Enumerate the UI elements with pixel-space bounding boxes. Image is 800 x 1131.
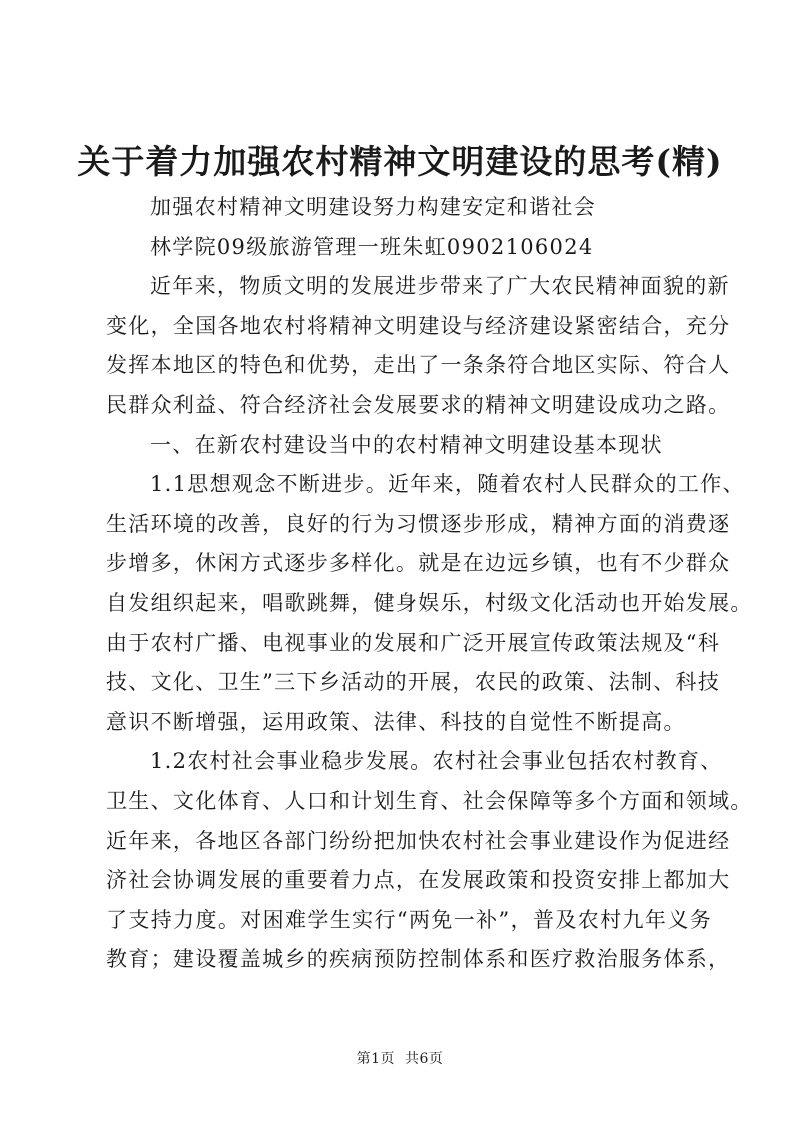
paragraph-line: 1.1思想观念不断进步。近年来，随着农村人民群众的工作、 (150, 472, 745, 497)
paragraph-line: 步增多，休闲方式逐步多样化。就是在边远乡镇，也有不少群众 (106, 551, 731, 576)
paragraph-line: 意识不断增强，运用政策、法律、科技的自觉性不断提高。 (106, 709, 686, 734)
document-title: 关于着力加强农村精神文明建设的思考(精) (77, 142, 723, 181)
paragraph-line: 变化，全国各地农村将精神文明建设与经济建设紧密结合，充分 (106, 313, 731, 338)
section-heading: 一、在新农村建设当中的农村精神文明建设基本现状 (150, 432, 663, 457)
author-line: 林学院09级旅游管理一班朱虹0902106024 (150, 234, 594, 259)
paragraph-line: 济社会协调发展的重要着力点，在发展政策和投资安排上都加大 (106, 868, 731, 893)
paragraph-line: 生活环境的改善，良好的行为习惯逐步形成，精神方面的消费逐 (106, 511, 731, 536)
paragraph-line: 1.2农村社会事业稳步发展。农村社会事业包括农村教育、 (150, 749, 723, 774)
paragraph-line: 卫生、文化体育、人口和计划生育、社会保障等多个方面和领域。 (106, 788, 753, 813)
paragraph-line: 发挥本地区的特色和优势，走出了一条条符合地区实际、符合人 (106, 353, 731, 378)
paragraph-line: 技、文化、卫生”三下乡活动的开展，农民的政策、法制、科技 (106, 670, 721, 695)
paragraph-line: 了支持力度。对困难学生实行“两免一补”，普及农村九年义务 (106, 907, 712, 932)
paragraph-line: 由于农村广播、电视事业的发展和广泛开展宣传政策法规及“科 (106, 630, 721, 655)
page-footer (0, 1049, 800, 1069)
document-body (106, 188, 753, 980)
paragraph-line: 自发组织起来，唱歌跳舞，健身娱乐，村级文化活动也开始发展。 (106, 590, 753, 615)
paragraph-line: 近年来，物质文明的发展进步带来了广大农民精神面貌的新 (150, 274, 730, 299)
paragraph-line: 近年来，各地区各部门纷纷把加快农村社会事业建设作为促进经 (106, 828, 731, 853)
paragraph-line: 教育；建设覆盖城乡的疾病预防控制体系和医疗救治服务体系， (106, 947, 731, 972)
paragraph-line: 民群众利益、符合经济社会发展要求的精神文明建设成功之路。 (106, 392, 731, 417)
subtitle-line: 加强农村精神文明建设努力构建安定和谐社会 (150, 195, 596, 219)
page-number: 第1页 共6页 (356, 1051, 444, 1067)
